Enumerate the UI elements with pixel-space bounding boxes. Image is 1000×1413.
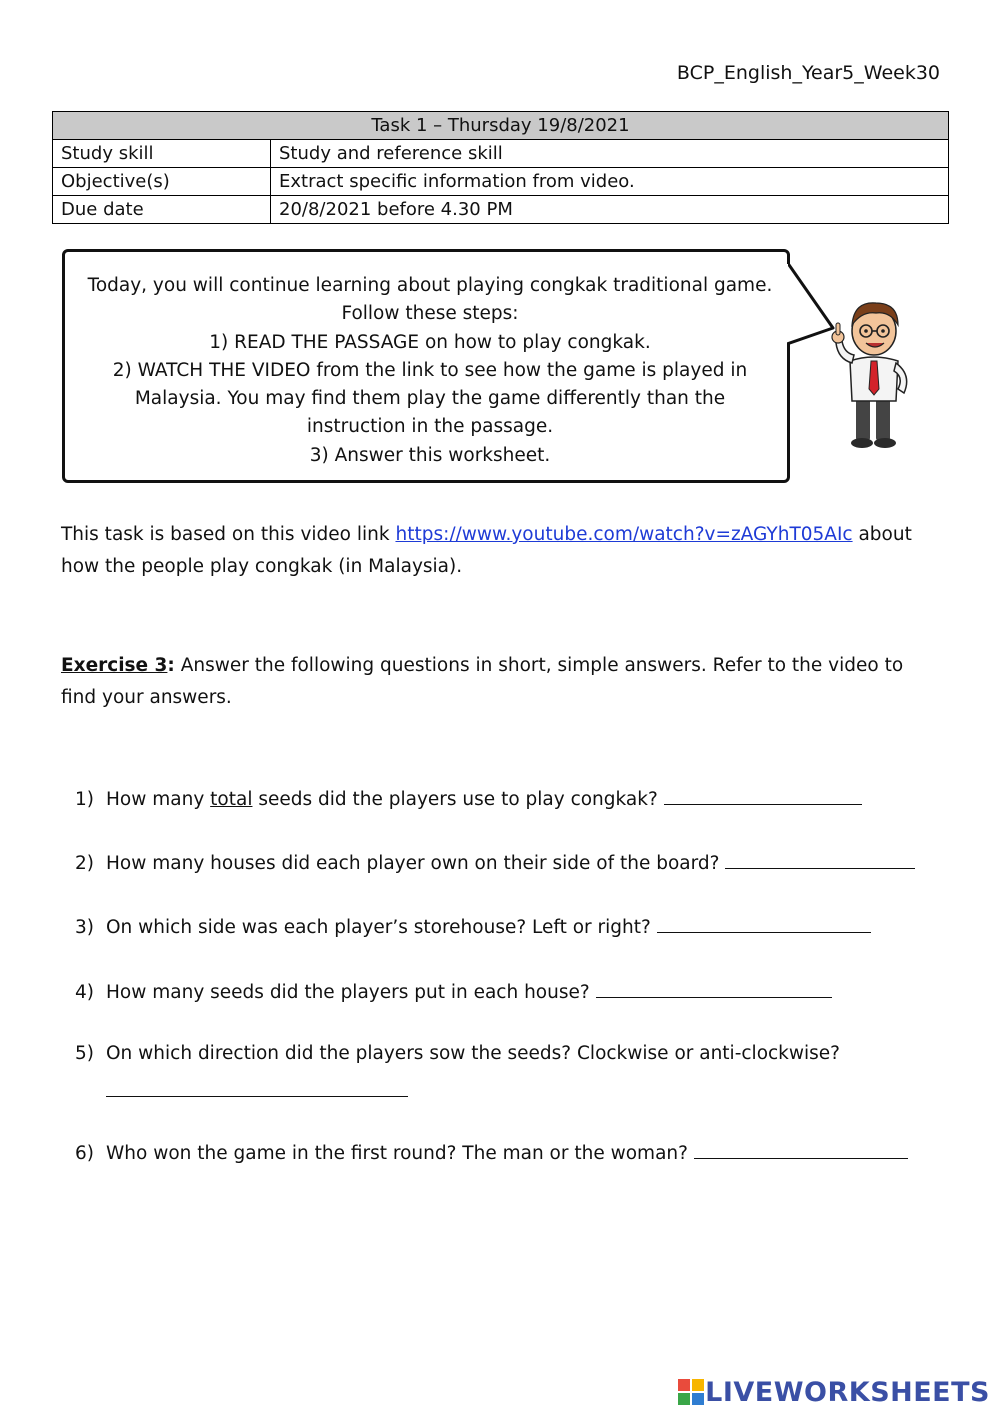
task-title: Task 1 – Thursday 19/8/2021 [53,112,949,140]
answer-blank[interactable] [106,1080,408,1097]
row-value: Extract specific information from video. [271,168,949,196]
teacher-cartoon-icon [826,293,924,453]
video-link[interactable]: https://www.youtube.com/watch?v=zAGYhT05AIc [395,524,853,545]
table-row [53,140,949,168]
question-number: 5) [75,1043,94,1064]
question-item [75,850,915,874]
question-number: 2) [75,853,94,874]
table-row [53,196,949,224]
bubble-line: Today, you will continue learning about playing congkak traditional game. [87,275,773,296]
bubble-line: 1) READ THE PASSAGE on how to play congkak. [209,331,651,353]
bubble-line: 3) Answer this worksheet. [309,444,551,466]
speech-bubble [62,249,790,483]
table-row [53,168,949,196]
question-text: On which direction did the players sow the seeds? Clockwise or anti-clockwise? [106,1043,841,1064]
row-label: Study skill [53,140,271,168]
exercise-text: Answer the following questions in short, simple answers. Refer to the video to find your answers. [61,655,904,708]
question-item [75,979,832,1003]
answer-blank[interactable] [657,914,871,933]
exercise-instruction [61,650,941,714]
question-number: 1) [75,789,94,810]
exercise-colon: : [167,655,175,676]
bubble-line: instruction in the passage. [306,416,554,438]
intro-text: about how the people play congkak (in Malaysia). [61,524,912,577]
document-code: BCP_English_Year5_Week30 [676,62,940,84]
question-item [75,914,871,938]
exercise-label: Exercise 3 [61,655,168,676]
question-text: On which side was each player’s storehouse? Left or right? [106,917,651,938]
task-info-table [52,111,949,224]
liveworksheets-logo [677,1374,990,1410]
question-emphasis: total [210,789,253,810]
question-text: seeds did the players use to play congkak? [252,789,658,810]
brand-name: LIVEWORKSHEETS [705,1376,990,1408]
row-value: Study and reference skill [271,140,949,168]
question-item [75,1043,840,1064]
table-header-row [53,112,949,140]
question-number: 3) [75,917,94,938]
answer-blank[interactable] [725,850,915,869]
bubble-line: Malaysia. You may find them play the game differently than the [134,388,726,410]
row-label: Objective(s) [53,168,271,196]
question-item [75,786,862,810]
answer-blank[interactable] [694,1140,908,1159]
row-label: Due date [53,196,271,224]
liveworksheets-badge-icon [677,1378,705,1406]
question-number: 4) [75,982,94,1003]
question-text: How many houses did each player own on their side of the board? [106,853,720,874]
row-value: 20/8/2021 before 4.30 PM [271,196,949,224]
bubble-line: 2) WATCH THE VIDEO from the link to see how the game is played in [112,359,748,381]
question-item [75,1140,908,1164]
question-text: How many [106,789,211,810]
answer-blank[interactable] [664,786,862,805]
intro-paragraph [61,519,941,583]
bubble-line: Follow these steps: [341,303,519,325]
question-text: How many seeds did the players put in each house? [106,982,590,1003]
question-text: Who won the game in the first round? The man or the woman? [106,1143,688,1164]
intro-text: This task is based on this video link [61,524,396,545]
bubble-text [85,272,775,470]
question-number: 6) [75,1143,94,1164]
answer-blank[interactable] [596,979,832,998]
